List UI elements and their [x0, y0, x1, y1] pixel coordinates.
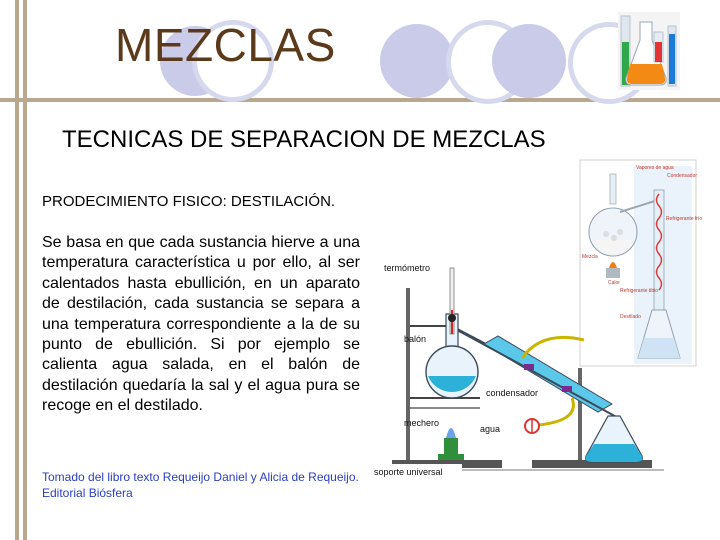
- decor-circle-5: [492, 24, 566, 98]
- procedure-heading: PRODECIMIENTO FISICO: DESTILACIÓN.: [42, 193, 336, 210]
- label-agua: agua: [480, 424, 501, 434]
- label-refrigerante-tibio: Refrigerante tibio: [620, 288, 659, 294]
- label-condensador-small: Condensador: [667, 173, 698, 179]
- decor-circle-3: [380, 24, 454, 98]
- label-calor: Calor: [608, 280, 620, 286]
- label-refrigerante-frio: Refrigerante frío: [666, 216, 703, 222]
- frame-vertical-left: [15, 0, 19, 540]
- distillation-apparatus-diagram: [372, 248, 664, 480]
- label-vapores: Vapores de agua: [636, 165, 674, 171]
- slide-title: MEZCLAS: [115, 19, 336, 71]
- label-termometro: termómetro: [384, 263, 431, 273]
- slide-subtitle: TECNICAS DE SEPARACION DE MEZCLAS: [62, 126, 546, 153]
- label-condensador: condensador: [486, 388, 539, 398]
- frame-vertical-right: [23, 0, 27, 540]
- label-mechero: mechero: [404, 418, 440, 428]
- lab-glassware-thumbnail: [618, 12, 680, 90]
- label-balon: balón: [404, 334, 427, 344]
- source-credit: Tomado del libro texto Requeijo Daniel y Alicia de Requeijo. Editorial Biósfera: [42, 470, 359, 500]
- label-mezcla: Mezcla: [582, 254, 598, 260]
- label-destilado: Destilado: [620, 314, 641, 320]
- label-soporte-universal: soporte universal: [374, 467, 443, 477]
- body-paragraph: Se basa en que cada sustancia hierve a una temperatura característica u por ello, al ser calentados hasta ebullición, en un aparato de destilación, cada sustancia se separa a una temperatura correspondiente a la de su punto de ebullición. Si por ejemplo se calienta agua salada, en el balón de destilación quedaría la sal y el agua pura se recoge en el destilado.: [42, 234, 360, 415]
